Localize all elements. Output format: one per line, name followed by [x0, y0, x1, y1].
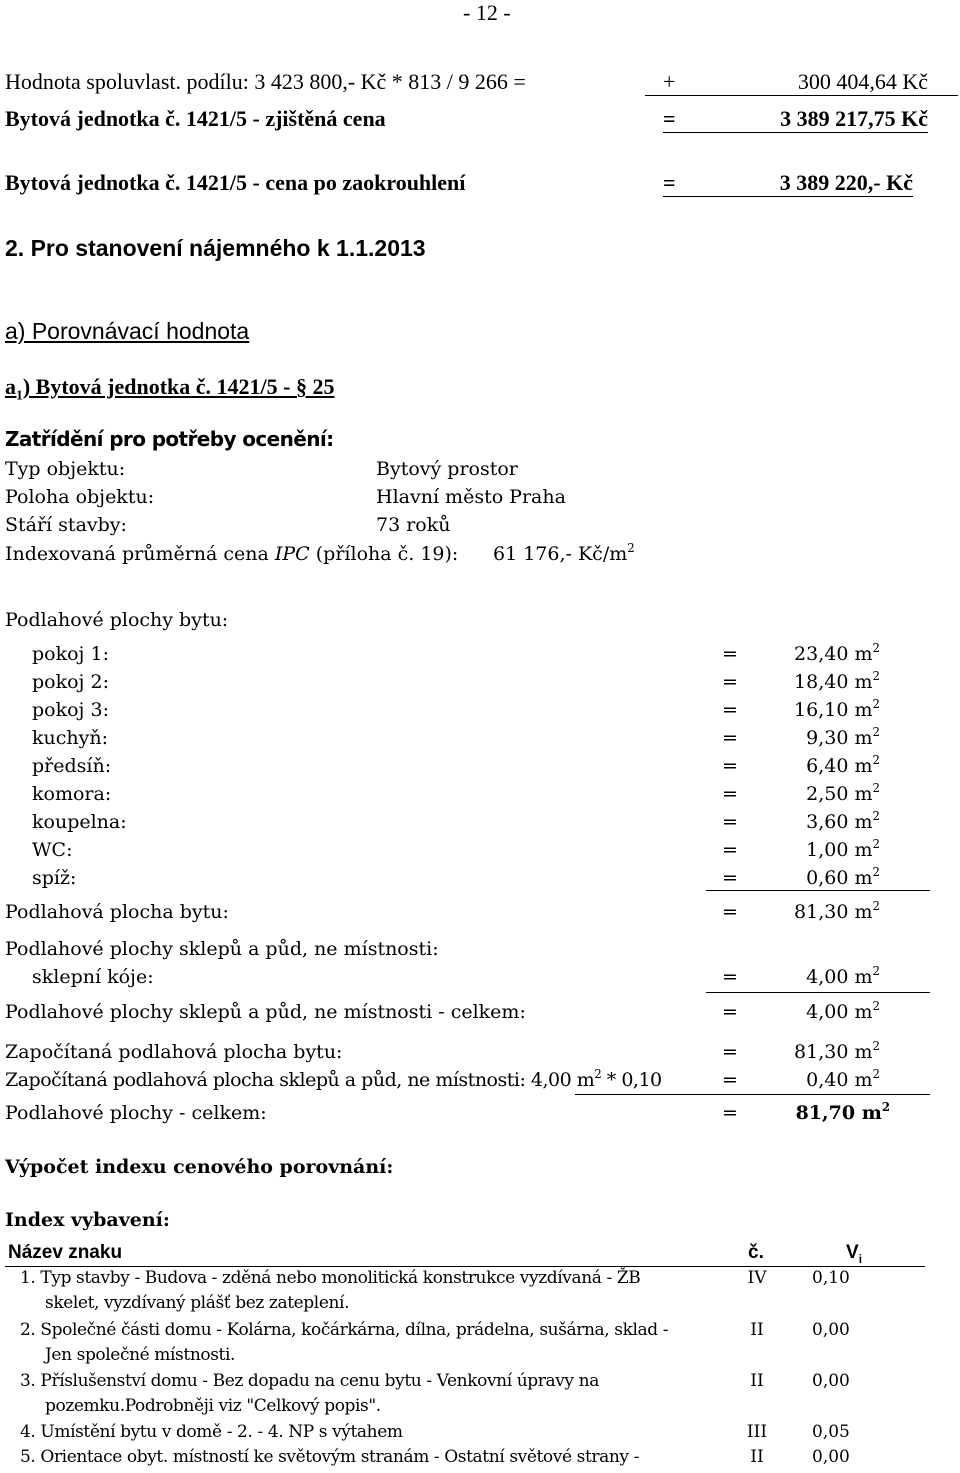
table-header-divider	[5, 1266, 925, 1267]
classification-ipc-label: Indexovaná průměrná cena IPC (příloha č. 19):	[5, 543, 459, 565]
classification-age-value: 73 roků	[376, 514, 451, 536]
room-label: předsíň:	[32, 755, 112, 777]
summary-rounded-price-op: =	[663, 170, 676, 195]
counted-cellar-eq: =	[722, 1069, 738, 1091]
table-row-num: II	[750, 1447, 764, 1467]
counted-cellar-label: Započítaná podlahová plocha sklepů a půd, ne místnosti: 4,00 $m^2 * 0,10$	[5, 1066, 662, 1091]
table-row-v: 0,05	[812, 1422, 850, 1442]
room-value: 16,10 $m^2$	[794, 696, 880, 721]
rounded-price-underline	[663, 196, 913, 197]
cellar-heading: Podlahové plochy sklepů a půd, ne místnosti:	[5, 938, 439, 960]
room-value: 18,40 $m^2$	[794, 668, 880, 693]
room-label: kuchyň:	[32, 727, 108, 749]
room-eq: =	[722, 699, 738, 721]
counted-cellar-value: 0,40 $m^2$	[806, 1066, 880, 1091]
rooms-divider	[706, 890, 930, 891]
floor-areas-heading: Podlahové plochy bytu:	[5, 609, 229, 631]
table-row-name: 1. Typ stavby - Budova - zděná nebo monolitická konstrukce vyzdívaná - ŽB	[20, 1268, 641, 1288]
grand-total-eq: =	[722, 1102, 738, 1124]
room-value: 6,40 $m^2$	[806, 752, 880, 777]
room-eq: =	[722, 643, 738, 665]
summary-rounded-price-value: 3 389 220,- Kč	[779, 170, 913, 195]
room-label: pokoj 2:	[32, 671, 109, 693]
table-header-v: $V_i$	[846, 1242, 862, 1266]
summary-rounded-price-label: Bytová jednotka č. 1421/5 - cena po zaokrouhlení	[5, 170, 466, 195]
room-value: 23,40 $m^2$	[794, 640, 880, 665]
table-row-name: 4. Umístění bytu v domě - 2. - 4. NP s výtahem	[20, 1422, 403, 1442]
room-label: spíž:	[32, 867, 77, 889]
floor-total-eq: =	[722, 901, 738, 923]
table-row-v: 0,00	[812, 1371, 850, 1391]
cellar-item-label: sklepní kóje:	[32, 966, 154, 988]
room-value: 3,60 $m^2$	[806, 808, 880, 833]
table-row-name-cont: pozemku.Podrobněji viz "Celkový popis".	[45, 1396, 381, 1416]
counted-flat-label: Započítaná podlahová plocha bytu:	[5, 1041, 343, 1063]
cellar-item-eq: =	[722, 966, 738, 988]
classification-age-label: Stáří stavby:	[5, 514, 127, 536]
room-eq: =	[722, 755, 738, 777]
room-value: 1,00 $m^2$	[806, 836, 880, 861]
room-label: pokoj 3:	[32, 699, 109, 721]
classification-location-label: Poloha objektu:	[5, 486, 155, 508]
cellar-item-value: 4,00 $m^2$	[806, 963, 880, 988]
room-eq: =	[722, 727, 738, 749]
summary-divider	[645, 95, 958, 96]
floor-total-label: Podlahová plocha bytu:	[5, 901, 229, 923]
summary-share-label: Hodnota spoluvlast. podílu: 3 423 800,- Kč * 813 / 9 266 =	[5, 69, 526, 94]
summary-share-value: 300 404,64 Kč	[797, 69, 928, 94]
room-value: 9,30 $m^2$	[806, 724, 880, 749]
cellar-total-label: Podlahové plochy sklepů a půd, ne místnosti - celkem:	[5, 1001, 526, 1023]
cellar-divider	[706, 992, 930, 993]
room-eq: =	[722, 811, 738, 833]
summary-found-price-op: =	[663, 106, 676, 131]
cellar-total-value: 4,00 $m^2$	[806, 998, 880, 1023]
subsection-a1-title: $a_1$) Bytová jednotka č. 1421/5 - § 25	[5, 374, 335, 403]
classification-heading: Zatřídění pro potřeby ocenění:	[5, 427, 334, 451]
classification-type-value: Bytový prostor	[376, 458, 518, 480]
table-row-name: 2. Společné části domu - Kolárna, kočárkárna, dílna, prádelna, sušárna, sklad -	[20, 1320, 669, 1340]
summary-found-price-value: 3 389 217,75 Kč	[780, 106, 928, 131]
classification-ipc-value: 61 176,- $Kč/m^2$	[493, 540, 635, 565]
cellar-total-eq: =	[722, 1001, 738, 1023]
table-header-name: Název znaku	[8, 1242, 123, 1263]
floor-total-value: 81,30 $m^2$	[794, 898, 880, 923]
counted-flat-value: 81,30 $m^2$	[794, 1038, 880, 1063]
counted-flat-eq: =	[722, 1041, 738, 1063]
table-row-name: 5. Orientace obyt. místností ke světovým stranám - Ostatní světové strany -	[20, 1447, 639, 1467]
room-label: koupelna:	[32, 811, 127, 833]
grand-total-value: 81,70 $m^2$	[795, 1099, 890, 1124]
table-row-name: 3. Příslušenství domu - Bez dopadu na cenu bytu - Venkovní úpravy na	[20, 1371, 599, 1391]
table-row-num: IV	[747, 1268, 767, 1288]
table-row-v: 0,00	[812, 1320, 850, 1340]
table-row-num: II	[750, 1320, 764, 1340]
section-2-title: 2. Pro stanovení nájemného k 1.1.2013	[5, 235, 426, 261]
table-row-name-cont: Jen společné místnosti.	[45, 1345, 235, 1365]
room-value: 2,50 $m^2$	[806, 780, 880, 805]
room-eq: =	[722, 867, 738, 889]
summary-share-op: +	[663, 69, 676, 94]
room-label: pokoj 1:	[32, 643, 109, 665]
summary-found-price-label: Bytová jednotka č. 1421/5 - zjištěná cena	[5, 106, 386, 131]
table-row-name-cont: skelet, vyzdívaný plášť bez zateplení.	[45, 1293, 350, 1313]
room-eq: =	[722, 671, 738, 693]
table-row-num: II	[750, 1371, 764, 1391]
table-row-num: III	[746, 1422, 768, 1442]
found-price-underline	[663, 132, 928, 133]
table-header-num: č.	[748, 1242, 764, 1263]
grand-total-label: Podlahové plochy - celkem:	[5, 1102, 267, 1124]
room-eq: =	[722, 839, 738, 861]
counted-divider	[575, 1094, 930, 1095]
room-value: 0,60 $m^2$	[806, 864, 880, 889]
equipment-heading: Index vybavení:	[5, 1209, 170, 1231]
room-label: WC:	[32, 839, 73, 861]
calc-heading: Výpočet indexu cenového porovnání:	[5, 1156, 394, 1178]
table-row-v: 0,00	[812, 1447, 850, 1467]
table-row-v: 0,10	[812, 1268, 850, 1288]
room-eq: =	[722, 783, 738, 805]
page-number: - 12 -	[463, 0, 511, 25]
subsection-a-title: a) Porovnávací hodnota	[5, 318, 250, 344]
classification-type-label: Typ objektu:	[5, 458, 126, 480]
classification-location-value: Hlavní město Praha	[376, 486, 566, 508]
room-label: komora:	[32, 783, 112, 805]
